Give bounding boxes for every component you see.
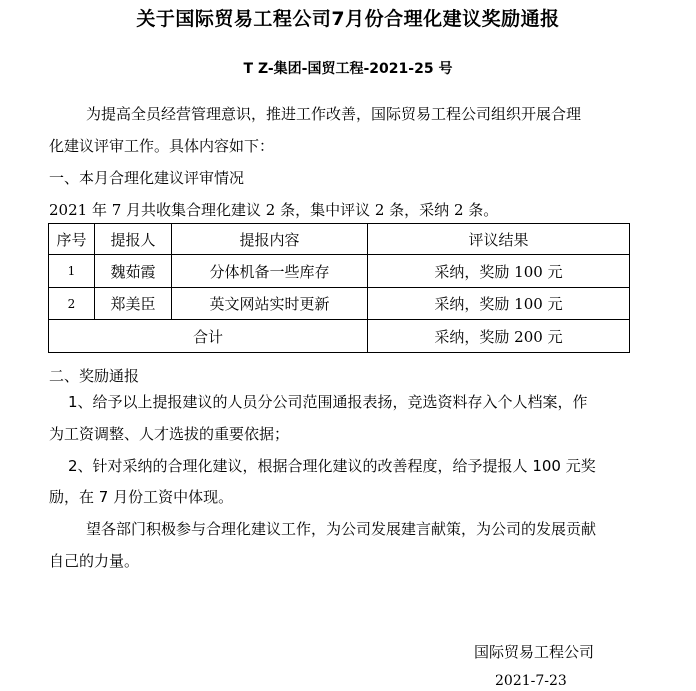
closing-line-2: 自己的力量。 [49,552,140,570]
header-person: 提报人 [95,224,172,255]
reward-item-2-line-1: 2、针对采纳的合理化建议，根据合理化建议的改善程度，给予提报人 100 元奖 [68,457,596,475]
total-result: 采纳，奖励 200 元 [368,320,630,353]
header-content: 提报内容 [172,224,368,255]
reward-item-2-line-2: 励，在 7 月份工资中体现。 [49,488,234,506]
table-header-row [49,224,630,255]
total-label: 合计 [49,320,368,353]
row-content: 分体机备一些库存 [172,255,368,288]
section-2-heading: 二、奖励通报 [49,367,140,385]
section-1-heading: 一、本月合理化建议评审情况 [49,169,245,187]
header-result: 评议结果 [368,224,630,255]
document-number: T Z-集团-国贸工程-2021-25 号 [243,61,453,77]
table-row [49,255,630,288]
row-number: 1 [49,255,95,288]
intro-paragraph-line-2: 化建议评审工作。具体内容如下： [49,137,275,155]
intro-paragraph-line-1: 为提高全员经营管理意识，推进工作改善，国际贸易工程公司组织开展合理 [86,105,582,123]
row-content: 英文网站实时更新 [172,287,368,320]
header-number: 序号 [49,224,95,255]
signature-date: 2021-7-23 [495,673,567,689]
table-row [49,287,630,320]
row-person: 郑美臣 [95,287,172,320]
row-person: 魏茹霞 [95,255,172,288]
reward-item-1-line-2: 为工资调整、人才选拔的重要依据； [49,425,290,443]
row-result: 采纳，奖励 100 元 [368,255,630,288]
signature-company: 国际贸易工程公司 [474,643,595,661]
table-total-row [49,320,630,353]
reward-item-1-line-1: 1、给予以上提报建议的人员分公司范围通报表扬，竞选资料存入个人档案，作 [68,393,588,411]
row-result: 采纳，奖励 100 元 [368,287,630,320]
review-table [48,223,630,353]
document-title: 关于国际贸易工程公司7月份合理化建议奖励通报 [136,8,560,30]
closing-line-1: 望各部门积极参与合理化建议工作，为公司发展建言献策，为公司的发展贡献 [86,520,597,538]
summary-line: 2021 年 7 月共收集合理化建议 2 条，集中评议 2 条，采纳 2 条。 [49,201,499,219]
row-number: 2 [49,287,95,320]
